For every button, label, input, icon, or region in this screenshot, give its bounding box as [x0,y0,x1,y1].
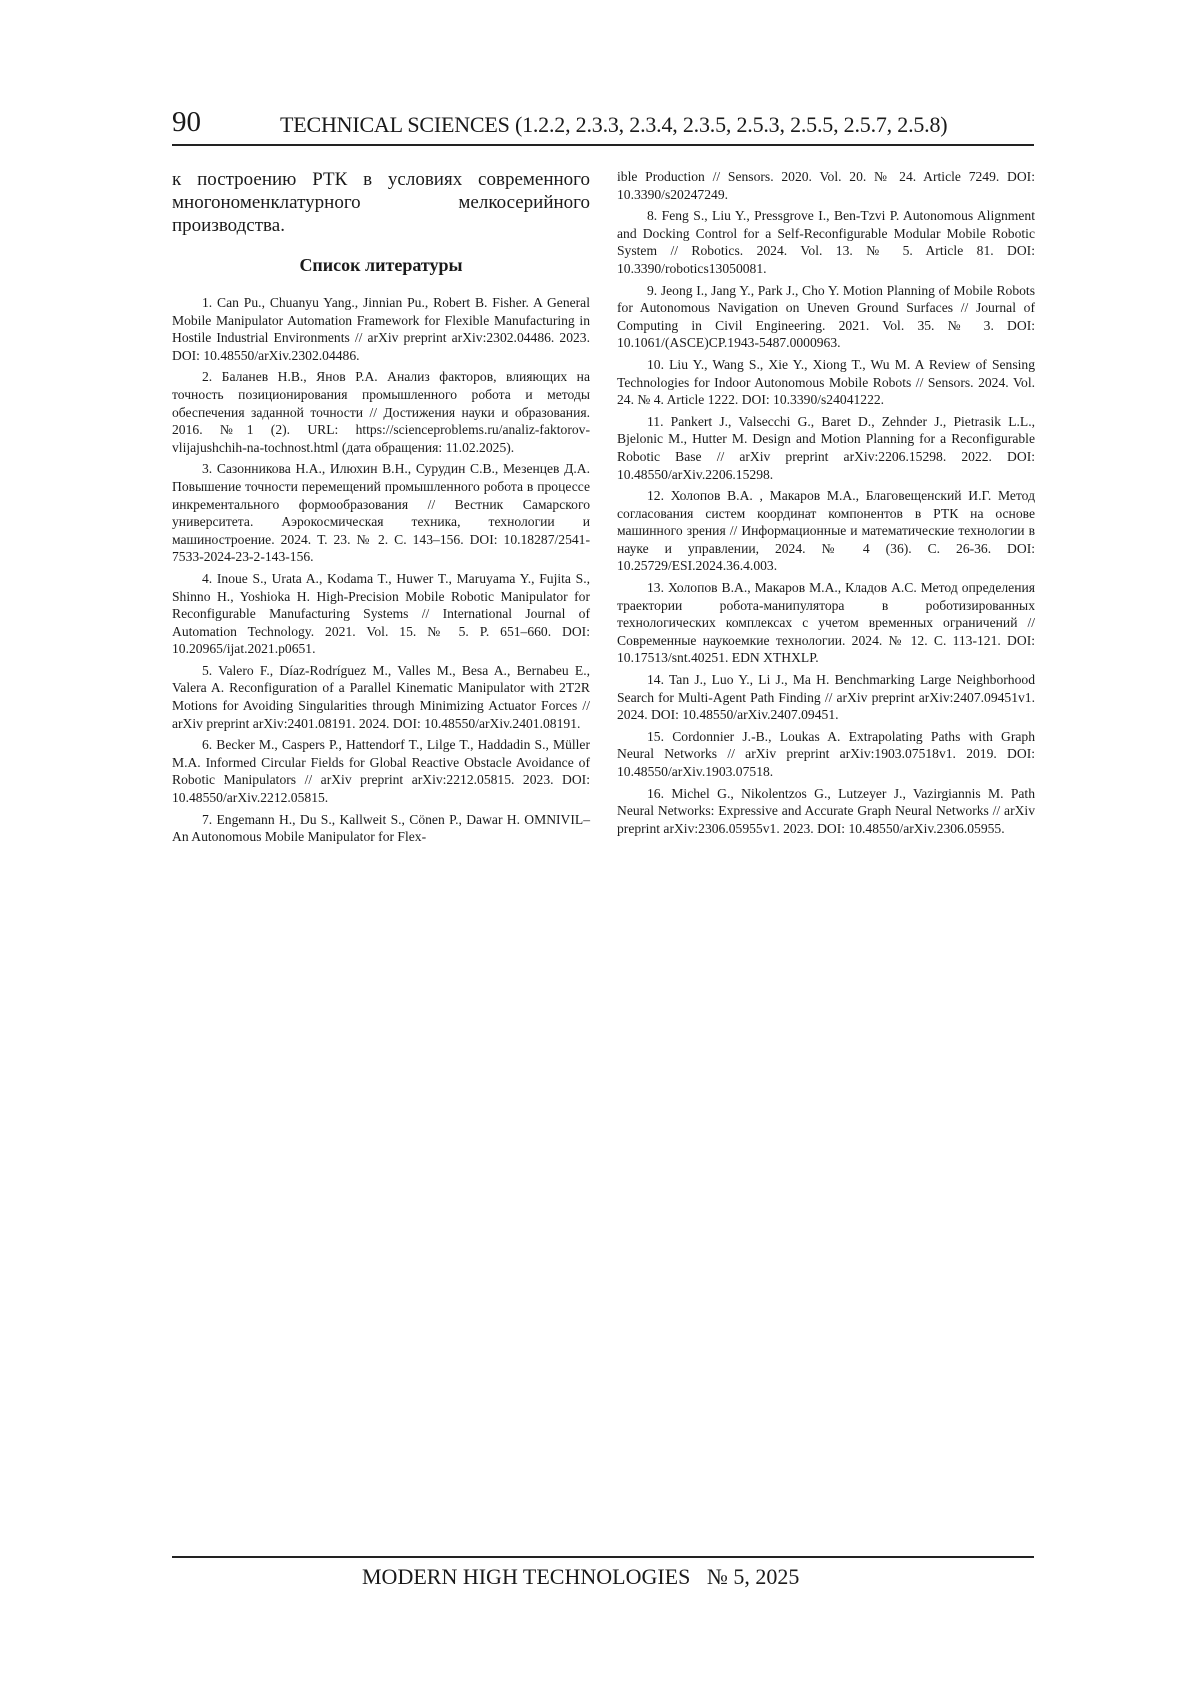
reference-item: 12. Холопов В.А. , Макаров М.А., Благовещенский И.Г. Метод согласования систем координат компонентов в РТК на основе машинного зрения // Информационные и математические технологии в науке и управлении, 2024. № 4 (36). С. 26-36. DOI: 10.25729/ESI.2024.36.4.003. [617,488,1035,574]
reference-item: 2. Баланев Н.В., Янов Р.А. Анализ факторов, влияющих на точность позиционирования промышленного робота и методы обеспечения заданной точности // Достижения науки и образования. 2016. №1 (2). URL: https://scienceproblems.ru/analiz-faktorov-vlijajushchih-na-tochnost.html (дата обращения: 11.02.2025). [172,369,590,455]
reference-item: 11. Pankert J., Valsecchi G., Baret D., Zehnder J., Pietrasik L.L., Bjelonic M., Hutter M. Design and Motion Planning for a Reconfigurable Robotic Base // arXiv preprint arXiv:2206.15298. 2022. DOI: 10.48550/arXiv.2206.15298. [617,413,1035,482]
reference-item: 8. Feng S., Liu Y., Pressgrove I., Ben-Tzvi P. Autonomous Alignment and Docking Control for a Self-Reconfigurable Modular Mobile Robotic System // Robotics. 2024. Vol. 13. № 5. Article 81. DOI: 10.3390/robotics13050081. [617,208,1035,276]
reference-item: 10. Liu Y., Wang S., Xie Y., Xiong T., Wu M. A Review of Sensing Technologies for Indoor Autonomous Mobile Robots // Sensors. 2024. Vol. 24. № 4. Article 1222. DOI: 10.3390/s24041222. [617,356,1035,408]
intro-text: к построению РТК в условиях современного многономенклатурного мелкосерийного производства. [172,169,590,236]
reference-item: 9. Jeong I., Jang Y., Park J., Cho Y. Motion Planning of Mobile Robots for Autonomous Navigation on Uneven Ground Surfaces // Journal of Computing in Civil Engineering. 2021. Vol. 35. № 3. DOI: 10.1061/(ASCE)CP.1943-5487.0000963. [617,282,1035,351]
right-column [617,168,1035,841]
reference-item: 6. Becker M., Caspers P., Hattendorf T., Lilge T., Haddadin S., Müller M.A. Informed Circular Fields for Global Reactive Obstacle Avoidance of Robotic Manipulators // arXiv preprint arXiv:2212.05815. 2023. DOI: 10.48550/arXiv.2212.05815. [172,737,590,806]
footer-journal-name: MODERN HIGH TECHNOLOGIES [362,1564,691,1589]
footer-issue: № 5, 2025 [706,1564,800,1589]
reference-item: 15. Cordonnier J.-B., Loukas A. Extrapolating Paths with Graph Neural Networks // arXiv preprint arXiv:1903.07518v1. 2019. DOI: 10.48550/arXiv.1903.07518. [617,728,1035,779]
journal-section-title: TECHNICAL SCIENCES (1.2.2, 2.3.3, 2.3.4, 2.3.5, 2.5.3, 2.5.5, 2.5.7, 2.5.8) [280,112,948,137]
reference-item: 3. Сазонникова Н.А., Илюхин В.Н., Сурудин С.В., Мезенцев Д.А. Повышение точности перемещений промышленного робота в процессе инкрементального формообразования // Вестник Самарского университета. Аэрокосмическая техника, технологии и машиностроение. 2024. Т. 23. № 2. С. 143–156. DOI: 10.18287/2541-7533-2024-23-2-143-156. [172,461,590,565]
reference-item: 7. Engemann H., Du S., Kallweit S., Cönen P., Dawar H. OMNIVIL–An Autonomous Mobile Manipulator for Flex- [172,811,590,845]
references-heading: Список литературы [299,255,463,275]
reference-item: 13. Холопов В.А., Макаров М.А., Кладов А.С. Метод определения траектории робота-манипулятора в роботизированных технологических комплексах с учетом временных ограничений // Современные наукоемкие технологии. 2024. № 12. С. 113-121. DOI: 10.17513/snt.40251. EDN XTHXLP. [617,580,1035,666]
reference-item: 16. Michel G., Nikolentzos G., Lutzeyer J., Vazirgiannis M. Path Neural Networks: Expressive and Accurate Graph Neural Networks // arXiv preprint arXiv:2306.05955v1. 2023. DOI: 10.48550/arXiv.2306.05955. [617,785,1035,836]
footer-journal-info [362,1564,799,1590]
reference-item: 4. Inoue S., Urata A., Kodama T., Huwer T., Maruyama Y., Fujita S., Shinno H., Yoshioka H. High-Precision Mobile Robotic Manipulator for Reconfigurable Manufacturing Systems // International Journal of Automation Technology. 2021. Vol. 15. № 5. P. 651–660. DOI: 10.20965/ijat.2021.p0651. [172,570,590,657]
reference-item: 1. Can Pu., Chuanyu Yang., Jinnian Pu., Robert B. Fisher. A General Mobile Manipulator Automation Framework for Flexible Manufacturing in Hostile Industrial Environments // arXiv preprint arXiv:2302.04486. 2023. DOI: 10.48550/arXiv.2302.04486. [172,295,590,363]
page-header [172,102,1034,146]
reference-item-continued: ible Production // Sensors. 2020. Vol. 20. № 24. Article 7249. DOI: 10.3390/s20247249. [617,169,1035,202]
reference-item: 5. Valero F., Díaz-Rodríguez M., Valles M., Besa A., Bernabeu E., Valera A. Reconfiguration of a Parallel Kinematic Manipulator with 2T2R Motions for Avoiding Singularities through Minimizing Actuator Forces // arXiv preprint arXiv:2401.08191. 2024. DOI: 10.48550/arXiv.2401.08191. [172,662,590,731]
reference-item: 14. Tan J., Luo Y., Li J., Ma H. Benchmarking Large Neighborhood Search for Multi-Agent Path Finding // arXiv preprint arXiv:2407.09451v1. 2024. DOI: 10.48550/arXiv.2407.09451. [617,672,1035,723]
page-footer [172,1556,1034,1598]
page-number: 90 [172,106,201,138]
left-column [172,168,590,850]
